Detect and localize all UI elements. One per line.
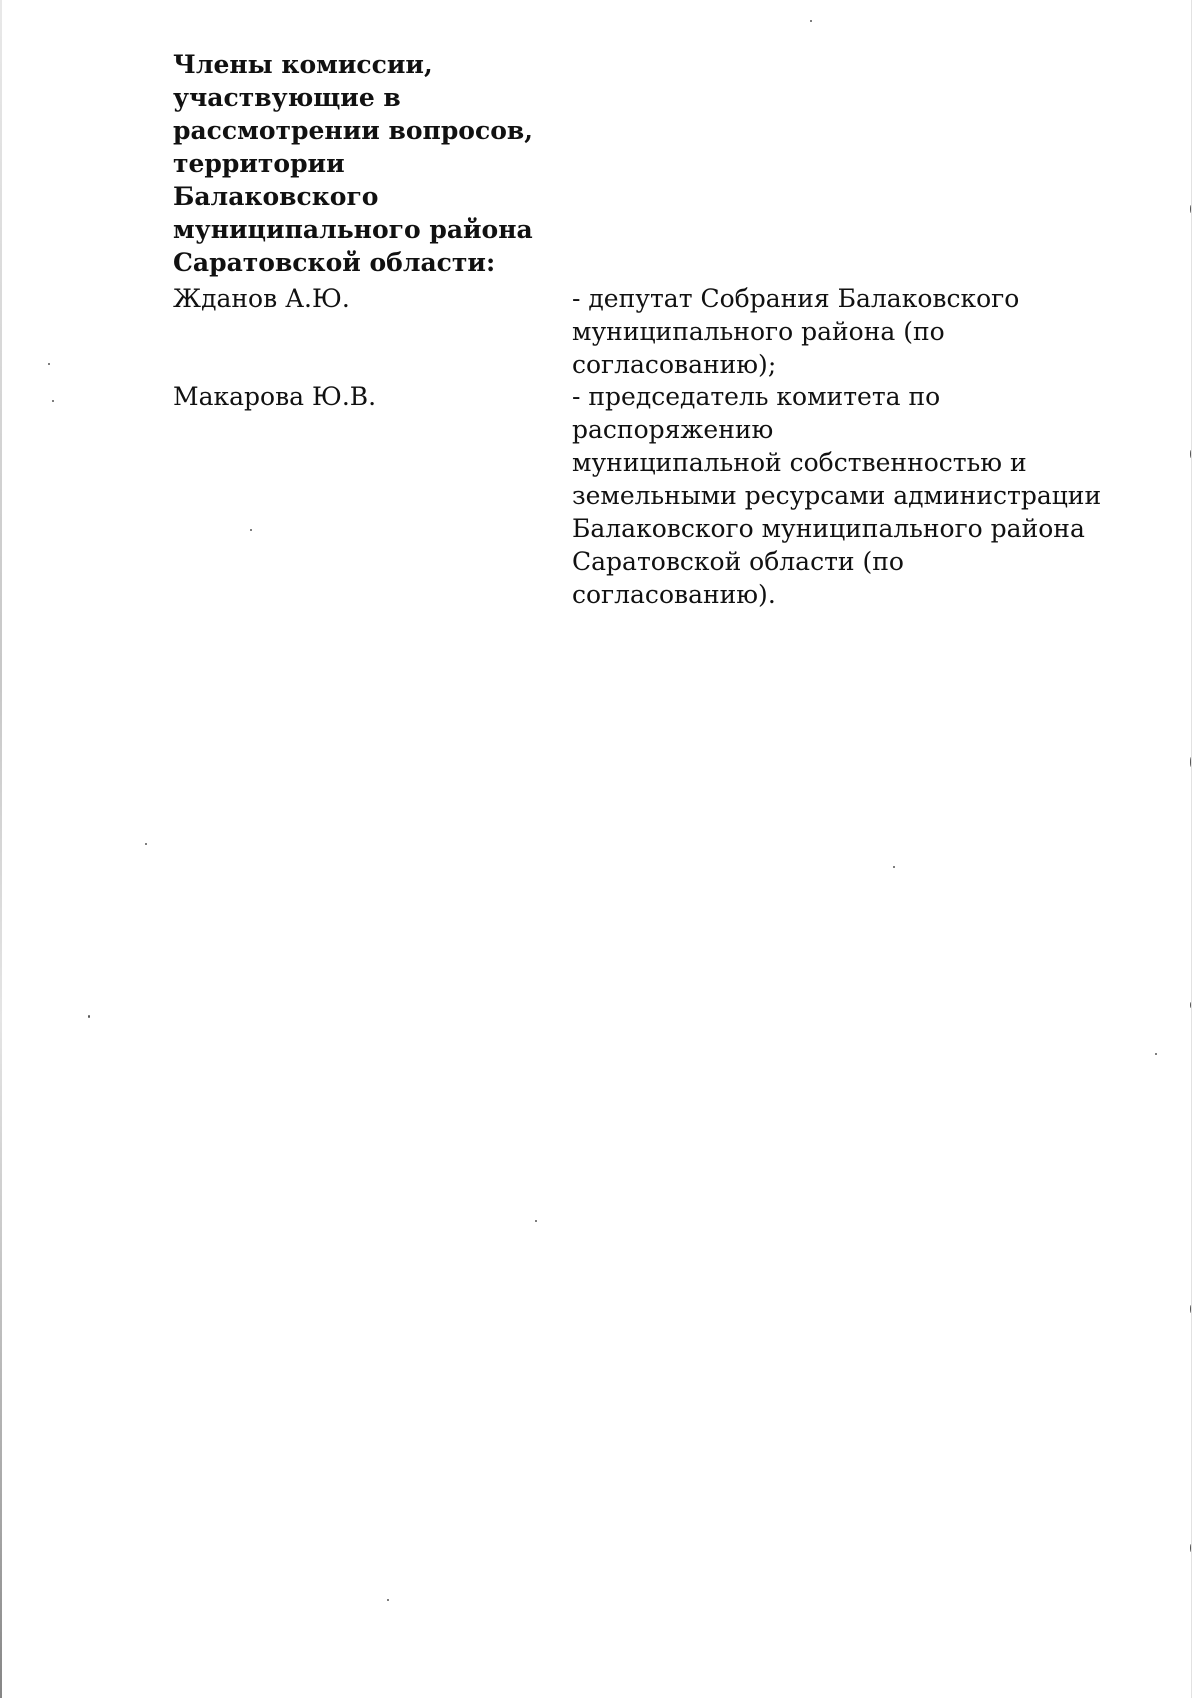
member-name: Жданов А.Ю. <box>173 284 350 313</box>
scan-speck <box>810 20 812 22</box>
scan-speck <box>52 400 54 402</box>
scan-edge-right <box>1191 0 1192 1698</box>
member-role: - председатель комитета по распоряжению муниципальной собственностью и земельными ресурсами администрации Балаковского муниципального района Саратовской области (по согласованию). <box>572 382 1102 609</box>
commission-members-heading: Члены комиссии, участвующие в рассмотрении вопросов, территории Балаковского муниципального района Саратовской области: <box>173 50 533 277</box>
scan-speck <box>1155 1053 1157 1055</box>
scan-speck <box>387 1599 389 1601</box>
scan-speck <box>48 363 50 365</box>
scan-speck <box>1190 757 1191 767</box>
scan-speck <box>250 529 252 531</box>
scan-speck <box>1190 205 1191 213</box>
scan-speck <box>1190 1305 1191 1313</box>
scan-speck <box>145 843 147 845</box>
scan-speck <box>1190 450 1191 458</box>
scan-speck <box>1190 1544 1191 1552</box>
scan-edge-left <box>0 0 2 1698</box>
scan-speck <box>535 1220 537 1222</box>
scan-speck <box>1190 1002 1191 1008</box>
member-name: Макарова Ю.В. <box>173 382 377 411</box>
scan-speck <box>893 866 895 868</box>
scan-speck <box>88 1015 90 1018</box>
member-role: - депутат Собрания Балаковского муниципального района (по согласованию); <box>572 284 1020 379</box>
